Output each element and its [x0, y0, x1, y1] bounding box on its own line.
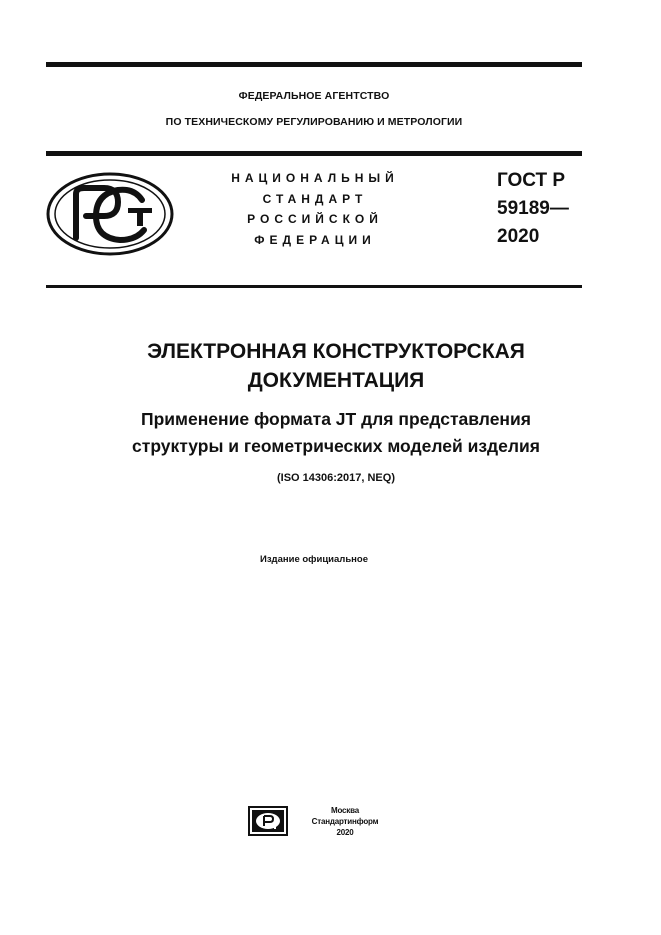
publisher-name: Стандартинформ — [311, 817, 379, 826]
gost-designation-line2: 59189— — [497, 198, 569, 219]
document-title-line1: ЭЛЕКТРОННАЯ КОНСТРУКТОРСКАЯ — [147, 340, 525, 363]
standard-type-line1: НАЦИОНАЛЬНЫЙ — [231, 171, 399, 185]
document-title-line2: ДОКУМЕНТАЦИЯ — [247, 369, 425, 392]
lower-rule — [46, 285, 582, 288]
standard-type-line4: ФЕДЕРАЦИИ — [254, 233, 376, 247]
agency-name-line2: ПО ТЕХНИЧЕСКОМУ РЕГУЛИРОВАНИЮ И МЕТРОЛОГИИ — [165, 116, 463, 128]
gost-designation-line1: ГОСТ Р — [497, 170, 566, 191]
publisher-city: Москва — [331, 806, 359, 815]
publisher-year: 2020 — [336, 828, 354, 837]
standard-type-line2: СТАНДАРТ — [262, 192, 368, 206]
gost-designation-line3: 2020 — [497, 226, 540, 247]
standartinform-logo-icon — [248, 806, 288, 836]
standard-type-line3: РОССИЙСКОЙ — [247, 212, 383, 226]
document-subtitle-line2: структуры и геометрических моделей изделия — [132, 436, 540, 456]
middle-rule — [46, 151, 582, 156]
top-rule — [46, 62, 582, 67]
agency-name-line1: ФЕДЕРАЛЬНОЕ АГЕНТСТВО — [238, 90, 390, 102]
edition-label: Издание официальное — [260, 554, 368, 565]
document-subtitle-line1: Применение формата JT для представления — [141, 409, 531, 429]
gost-r-logo-icon — [46, 172, 174, 256]
iso-reference: (ISO 14306:2017, NEQ) — [276, 472, 395, 484]
